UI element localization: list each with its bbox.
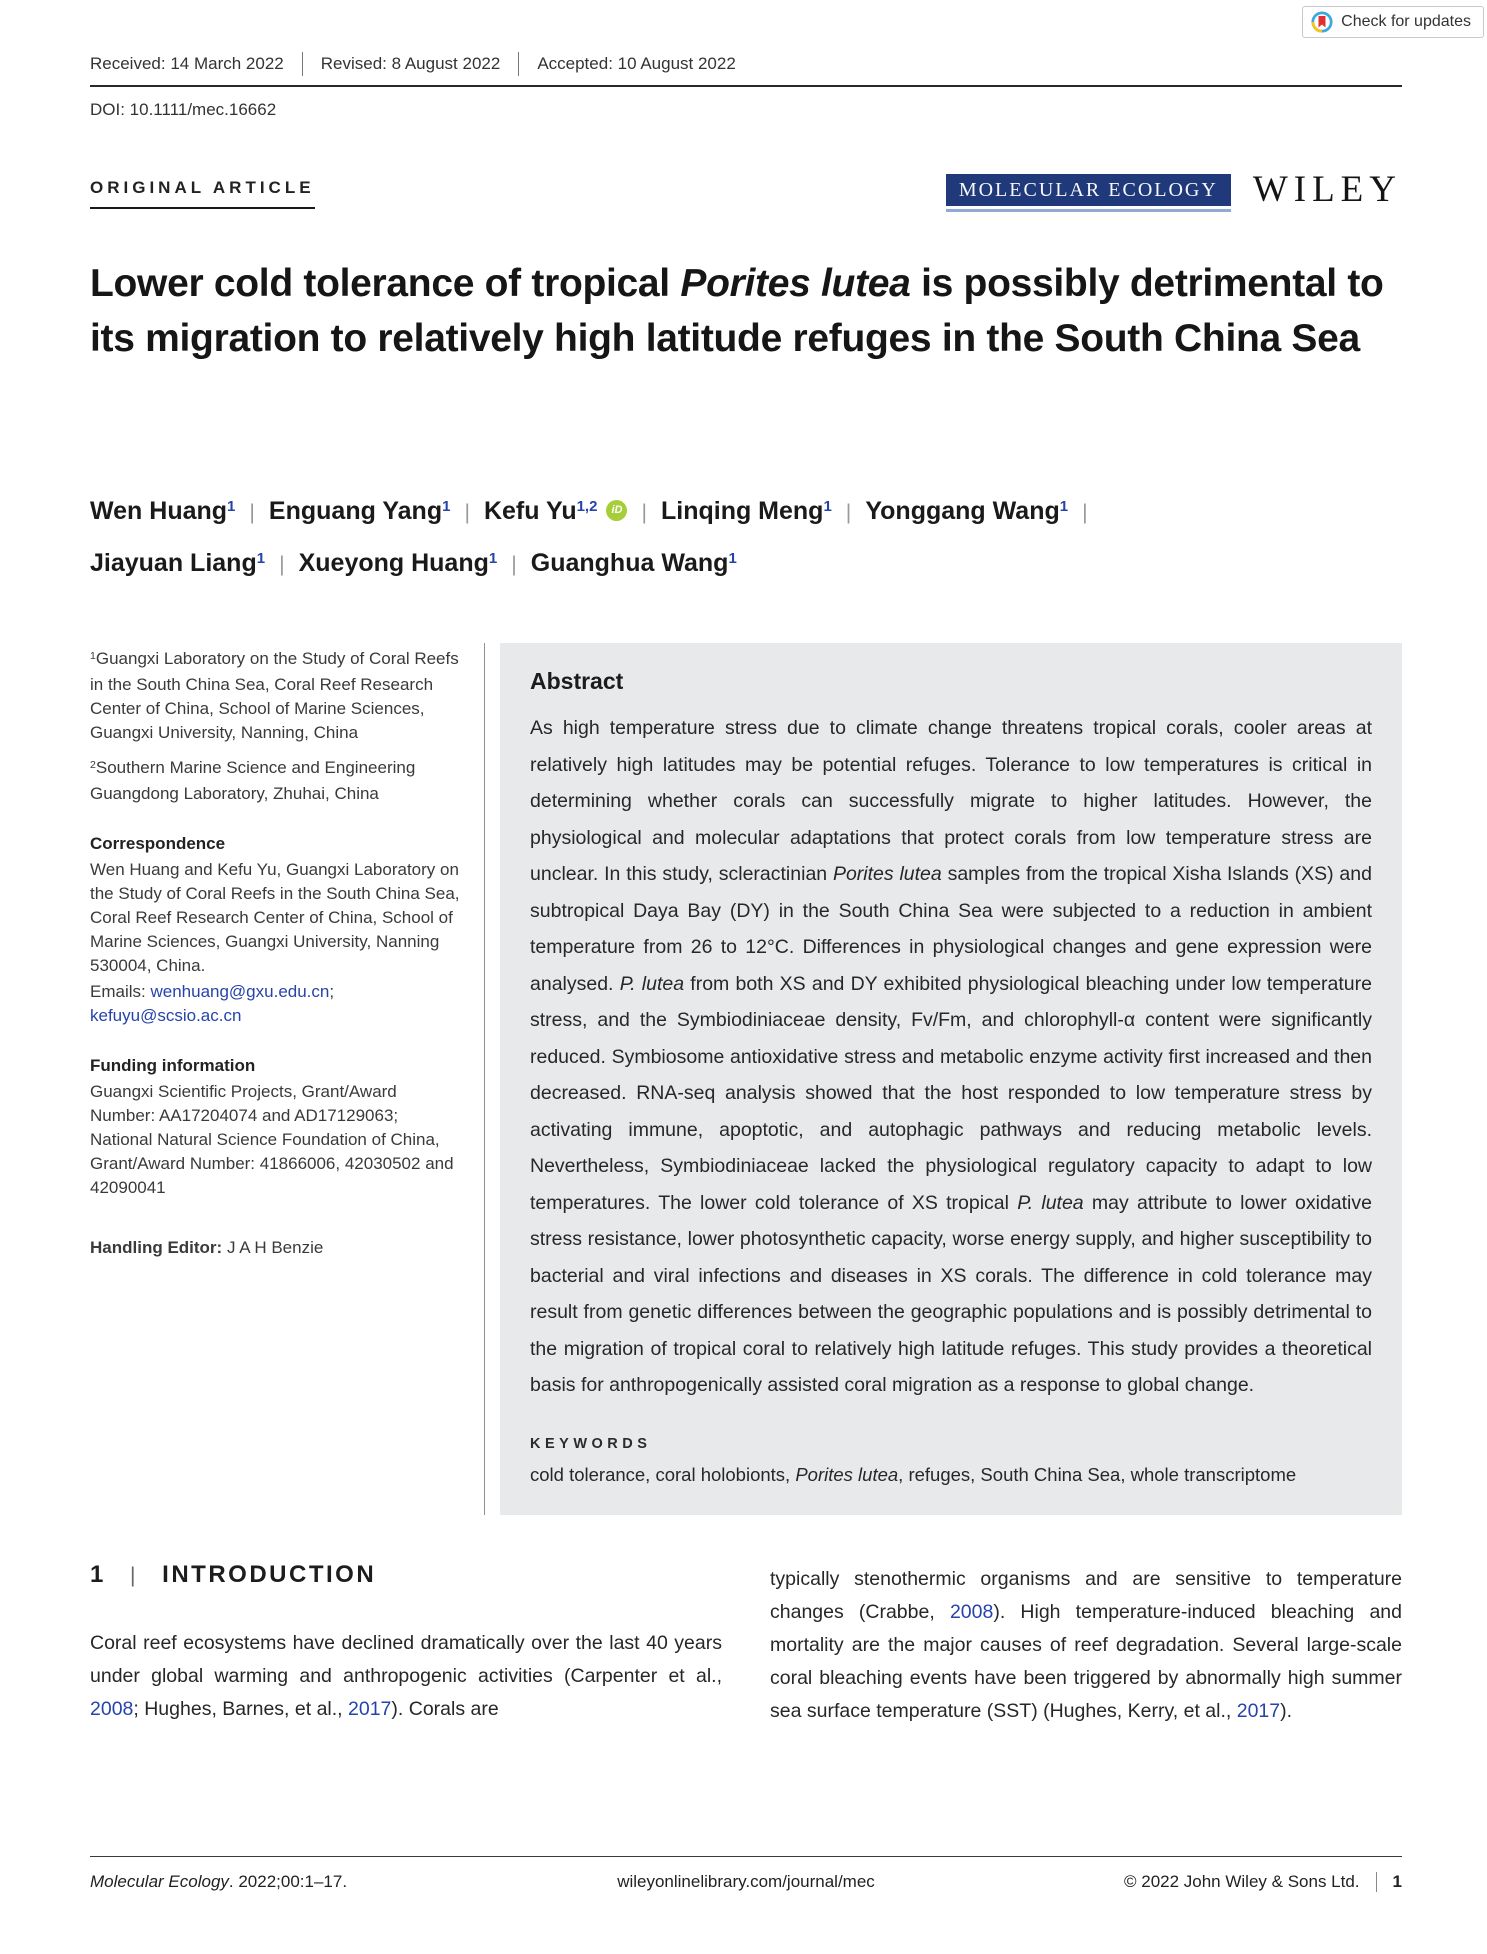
doi-text: DOI: 10.1111/mec.16662 xyxy=(90,100,277,119)
author-list xyxy=(90,487,1410,591)
text-segment: ). xyxy=(1280,1699,1293,1722)
text-segment: ). Corals are xyxy=(391,1697,499,1720)
text-segment: samples from the tropical Xisha Islands (XS) and subtropical Daya Bay (DY) in the South China Sea were subjected to a reduction in ambient temperature from 26 to 12°C. Differences in physiological changes and gene expression were analysed. xyxy=(530,863,1372,995)
citation-link[interactable]: 2008 xyxy=(90,1697,134,1720)
affiliation-2 xyxy=(90,756,462,806)
history-dates xyxy=(90,52,1402,76)
text-segment: Porites lutea xyxy=(680,262,911,305)
text-segment: Guanghua Wang xyxy=(530,549,729,577)
text-segment: Kefu Yu xyxy=(483,497,577,525)
text-segment: from both XS and DY exhibited physiological bleaching under low temperature stress, and the Symbiodiniaceae density, Fv/Fm, and chlorophyll-α content were significantly reduced. Symbiosome antioxidative stress and metabolic enzyme activity first increased and then decreased. RNA-seq analysis showed that the host responded to low temperature stress by activating immune, apoptotic, and autophagic pathways and reducing metabolic levels. Nevertheless, Symbiodiniaceae lacked the physiological regulatory capacity to adapt to low temperatures. The lower cold tolerance of XS tropical xyxy=(530,972,1372,1214)
text-segment: Jiayuan Liang xyxy=(90,549,257,577)
footer-right xyxy=(988,1872,1402,1892)
text-segment: Coral reef ecosystems have declined dramatically over the last 40 years under global warming and anthropogenic activities (Carpenter et al., xyxy=(90,1631,722,1687)
text-segment: 1 xyxy=(90,649,96,662)
text-segment: ; xyxy=(329,982,335,1001)
text-segment: | xyxy=(845,500,852,524)
text-segment: 1 xyxy=(823,497,832,515)
text-segment: 1 xyxy=(728,549,737,567)
handling-editor xyxy=(90,1236,462,1260)
journal-url[interactable]: wileyonlinelibrary.com/journal/mec xyxy=(617,1872,875,1891)
molecular-ecology-logo: MOLECULAR ECOLOGY xyxy=(946,174,1231,206)
page-number: 1 xyxy=(1376,1872,1402,1892)
text-segment: Porites lutea xyxy=(832,863,942,885)
check-updates-icon xyxy=(1311,11,1333,33)
intro-paragraph-left xyxy=(90,1627,722,1726)
text-segment: | xyxy=(1082,500,1088,524)
text-segment: | xyxy=(641,500,647,524)
text-segment: P. lutea xyxy=(619,972,685,995)
text-segment: Emails: xyxy=(90,982,151,1001)
article-type-row xyxy=(90,168,1402,211)
text-segment: 1 xyxy=(1059,497,1069,515)
correspondence-heading: Correspondence xyxy=(90,834,226,853)
text-segment: P. lutea xyxy=(1017,1191,1084,1214)
article-body xyxy=(90,643,1402,1728)
funding-body: Guangxi Scientific Projects, Grant/Award Number: AA17204074 and AD17129063; National Natural Science Foundation of China, Grant/Award Number: 41866006, 42030502 and 42090041 xyxy=(90,1082,454,1197)
article-title xyxy=(90,256,1406,366)
correspondence-body: Wen Huang and Kefu Yu, Guangxi Laboratory on the Study of Coral Reefs in the South China Sea, Coral Reef Research Center of China, School of Marine Sciences, Guangxi University, Nanning 530004, China. xyxy=(90,860,460,975)
article-header xyxy=(90,52,1402,120)
text-segment: As high temperature stress due to climate change threatens tropical corals, cooler areas at relatively high latitudes may be potential refuges. Tolerance to low temperatures is critical in determining whether corals can successfully migrate to higher latitudes. However, the physiological and molecular adaptations that protect corals from low temperature stress are unclear. In this study, scleractinian xyxy=(530,717,1372,885)
text-segment: | xyxy=(279,552,285,576)
page-footer xyxy=(90,1856,1402,1892)
article-sidebar xyxy=(90,643,462,1515)
check-for-updates-button[interactable] xyxy=(1302,6,1484,38)
citation-link[interactable]: 2017 xyxy=(1236,1699,1281,1722)
text-segment: J A H Benzie xyxy=(226,1238,324,1257)
header-rule xyxy=(90,85,1402,87)
check-updates-label: Check for updates xyxy=(1341,13,1471,30)
introduction-section xyxy=(90,1557,1402,1728)
text-segment: cold tolerance, coral holobionts, xyxy=(530,1463,796,1485)
email-link[interactable]: kefuyu@scsio.ac.cn xyxy=(90,1006,242,1025)
text-segment: | xyxy=(511,552,517,576)
keywords-heading: KEYWORDS xyxy=(530,1435,652,1452)
received-date: Received: 14 March 2022 xyxy=(90,54,284,73)
text-segment: 1 xyxy=(227,497,236,515)
wiley-logo: WILEY xyxy=(1252,169,1402,210)
text-segment: 1 xyxy=(488,549,498,567)
journal-brand xyxy=(946,168,1402,211)
text-segment: Porites lutea xyxy=(795,1463,899,1485)
text-segment: may attribute to lower oxidative stress resistance, lower photosynthetic capacity, worse energy supply, and higher susceptibility to bacterial and viral infections and diseases in XS corals. The difference in cold tolerance may result from genetic differences between the geographic populations and is possibly detrimental to the migration of tropical coral to relatively high latitude refuges. This study provides a theoretical basis for anthropogenically assisted coral migration as a response to global change. xyxy=(530,1191,1372,1396)
text-segment: Lower cold tolerance of tropical xyxy=(90,262,681,305)
intro-column-left xyxy=(90,1557,722,1728)
intro-column-right xyxy=(770,1557,1402,1728)
column-divider xyxy=(484,643,485,1515)
abstract-text xyxy=(530,710,1372,1404)
citation-link[interactable]: 2008 xyxy=(949,1600,994,1623)
section-label: INTRODUCTION xyxy=(162,1560,377,1588)
affiliation-1 xyxy=(90,647,462,745)
text-segment: Linqing Meng xyxy=(660,497,824,525)
copyright-text: © 2022 John Wiley & Sons Ltd. xyxy=(1123,1872,1360,1891)
citation-link[interactable]: 2017 xyxy=(348,1697,392,1720)
text-segment: Southern Marine Science and Engineering Guangdong Laboratory, Zhuhai, China xyxy=(90,758,416,803)
keywords-list xyxy=(530,1461,1372,1489)
text-segment: 1 xyxy=(256,549,266,567)
orcid-icon[interactable]: iD xyxy=(606,500,627,521)
text-segment: 1 xyxy=(442,497,451,515)
text-segment: Wen Huang xyxy=(90,497,228,525)
abstract-section xyxy=(500,643,1402,1515)
text-segment: 2 xyxy=(90,758,96,771)
intro-paragraph-right xyxy=(770,1563,1402,1728)
text-segment: Handling Editor: xyxy=(90,1238,227,1257)
text-segment: 1,2 xyxy=(576,497,598,515)
text-segment: typically stenothermic organisms and are sensitive to temperature changes (Crabbe, xyxy=(770,1567,1402,1623)
revised-date: Revised: 8 August 2022 xyxy=(302,52,519,76)
text-segment: is possibly detrimental to its migration to relatively high latitude refuges in the South China Sea xyxy=(90,262,1384,360)
text-segment: ; Hughes, Barnes, et al., xyxy=(133,1697,349,1720)
text-segment: Yonggang Wang xyxy=(865,497,1060,525)
text-segment: , refuges, South China Sea, whole transcriptome xyxy=(898,1463,1297,1485)
author-row xyxy=(90,487,1410,539)
section-divider: | xyxy=(130,1563,136,1587)
text-segment: Enguang Yang xyxy=(268,497,443,525)
section-number: 1 xyxy=(90,1560,104,1588)
funding-heading: Funding information xyxy=(90,1056,256,1075)
abstract-heading: Abstract xyxy=(530,668,624,694)
author-row xyxy=(90,539,1410,591)
accepted-date: Accepted: 10 August 2022 xyxy=(518,52,754,76)
text-segment: | xyxy=(249,500,255,524)
text-segment: Guangxi Laboratory on the Study of Coral Reefs in the South China Sea, Coral Reef Research Center of China, School of Marine Sciences, Guangxi University, Nanning, China xyxy=(90,649,459,742)
text-segment: . 2022;00:1–17. xyxy=(228,1872,348,1891)
text-segment: | xyxy=(464,500,470,524)
text-segment: ). High temperature-induced bleaching and mortality are the major causes of reef degradation. Several large-scale coral bleaching events have been triggered by abnormally high summer sea surface temperature (SST) (Hughes, Kerry, et al., xyxy=(770,1600,1402,1722)
text-segment: Xueyong Huang xyxy=(298,549,489,577)
article-type-label: ORIGINAL ARTICLE xyxy=(90,178,315,209)
correspondence-emails xyxy=(90,980,462,1028)
email-link[interactable]: wenhuang@gxu.edu.cn xyxy=(150,982,330,1001)
introduction-heading xyxy=(90,1561,722,1589)
journal-citation xyxy=(90,1872,504,1892)
text-segment: Molecular Ecology xyxy=(90,1872,229,1891)
